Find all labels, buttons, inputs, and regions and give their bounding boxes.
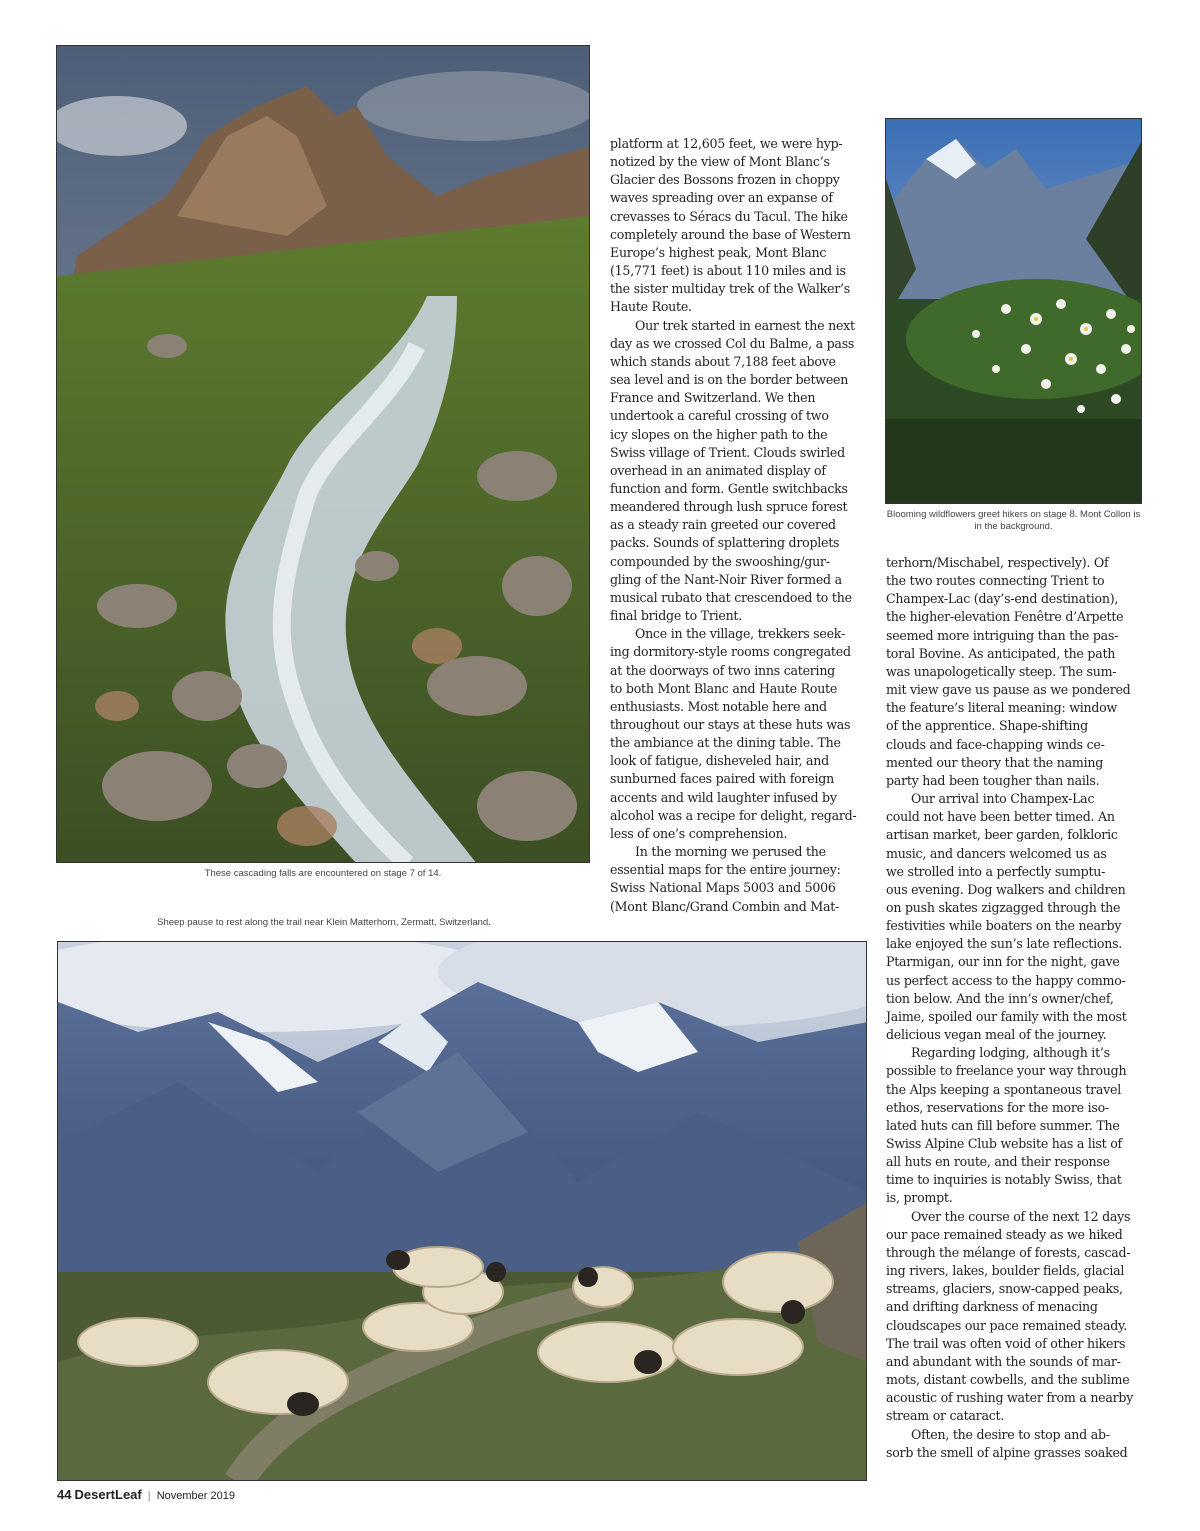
text-line: of the apprentice. Shape-shifting <box>886 718 1088 734</box>
sheep-photo <box>57 941 867 1481</box>
text-line: as a steady rain greeted our covered <box>610 517 836 533</box>
text-line: Regarding lodging, although it’s <box>911 1045 1110 1061</box>
text-line: at the doorways of two inns catering <box>610 662 835 678</box>
paragraph <box>886 1426 1148 1462</box>
text-line: Often, the desire to stop and ab- <box>911 1426 1110 1442</box>
text-line: music, and dancers welcomed us as <box>886 845 1107 861</box>
text-line: ing dormitory-style rooms congregated <box>610 644 851 660</box>
text-line: our pace remained steady as we hiked <box>886 1226 1123 1242</box>
text-line: which stands about 7,188 feet above <box>610 353 836 369</box>
text-line: could not have been better timed. An <box>886 809 1115 825</box>
text-line: toral Bovine. As anticipated, the path <box>886 645 1116 661</box>
page-footer <box>57 1487 235 1502</box>
text-line: look of fatigue, disheveled hair, and <box>610 753 829 769</box>
text-line: festivities while boaters on the nearby <box>886 918 1122 934</box>
text-line: ous evening. Dog walkers and children <box>886 881 1126 897</box>
text-line: alcohol was a recipe for delight, regard- <box>610 807 857 823</box>
text-line: mented our theory that the naming <box>886 754 1104 770</box>
text-line: all huts en route, and their response <box>886 1154 1110 1170</box>
text-line: compounded by the swooshing/gur- <box>610 553 830 569</box>
text-line: to both Mont Blanc and Haute Route <box>610 680 838 696</box>
text-line: the Alps keeping a spontaneous travel <box>886 1081 1122 1097</box>
waterfall-photo <box>56 45 590 863</box>
paragraph <box>610 625 872 843</box>
sheep-caption: Sheep pause to rest along the trail near Klein Matterhorn, Zermatt, Switzerland. <box>157 917 491 928</box>
text-line: Swiss National Maps 5003 and 5006 <box>610 880 836 896</box>
text-line: platform at 12,605 feet, we were hyp- <box>610 136 843 151</box>
text-line: clouds and face-chapping winds ce- <box>886 736 1105 752</box>
text-line: meandered through lush spruce forest <box>610 499 848 515</box>
text-line: crevasses to Séracs du Tacul. The hike <box>610 208 848 224</box>
text-line: sea level and is on the border between <box>610 372 849 388</box>
waterfall-caption: These cascading falls are encountered on stage 7 of 14. <box>204 868 442 879</box>
text-line: gling of the Nant-Noir River formed a <box>610 571 842 587</box>
issue-date: November 2019 <box>156 1490 235 1502</box>
text-line: mots, distant cowbells, and the sublime <box>886 1372 1130 1388</box>
text-line: tion below. And the inn’s owner/chef, <box>886 990 1114 1006</box>
text-line: Ptarmigan, our inn for the night, gave <box>886 954 1120 970</box>
paragraph <box>886 554 1148 790</box>
text-line: undertook a careful crossing of two <box>610 408 829 424</box>
text-line: the sister multiday trek of the Walker’s <box>610 281 850 297</box>
text-line: through the mélange of forests, cascad- <box>886 1244 1131 1260</box>
text-line: lated huts can fill before summer. The <box>886 1117 1120 1133</box>
text-line: stream or cataract. <box>886 1408 1005 1424</box>
text-line: artisan market, beer garden, folkloric <box>886 827 1118 843</box>
text-line: the ambiance at the dining table. The <box>610 735 841 751</box>
text-line: acoustic of rushing water from a nearby <box>886 1390 1134 1406</box>
wildflowers-photo <box>885 118 1142 504</box>
text-line: time to inquiries is notably Swiss, that <box>886 1172 1122 1188</box>
wildflowers-caption: Blooming wildflowers greet hikers on stage 8. Mont Collon is in the background. <box>886 509 1141 532</box>
article-column-middle <box>610 135 872 916</box>
publication-name: DesertLeaf <box>74 1487 142 1502</box>
text-line: (15,771 feet) is about 110 miles and is <box>610 263 846 279</box>
paragraph <box>610 135 872 317</box>
text-line: Our arrival into Champex-Lac <box>911 791 1095 807</box>
text-line: ethos, reservations for the more iso- <box>886 1099 1109 1115</box>
paragraph <box>610 843 872 916</box>
page-number: 44 <box>57 1487 72 1502</box>
text-line: the feature’s literal meaning: window <box>886 700 1118 716</box>
text-line: we strolled into a perfectly sumptu- <box>886 863 1106 879</box>
text-line: and abundant with the sounds of mar- <box>886 1353 1121 1369</box>
text-line: seemed more intriguing than the pas- <box>886 627 1119 643</box>
text-line: final bridge to Trient. <box>610 608 743 624</box>
text-line: packs. Sounds of splattering droplets <box>610 535 840 551</box>
text-line: and drifting darkness of menacing <box>886 1299 1098 1315</box>
text-line: cloudscapes our pace remained steady. <box>886 1317 1127 1333</box>
text-line: musical rubato that crescendoed to the <box>610 589 852 605</box>
text-line: Glacier des Bossons frozen in choppy <box>610 172 840 188</box>
text-line: sunburned faces paired with foreign <box>610 771 834 787</box>
text-line: The trail was often void of other hikers <box>886 1335 1126 1351</box>
text-line: France and Switzerland. We then <box>610 390 816 406</box>
text-line: on push skates zigzagged through the <box>886 899 1121 915</box>
text-line: day as we crossed Col du Balme, a pass <box>610 335 855 351</box>
text-line: function and form. Gentle switchbacks <box>610 480 848 496</box>
text-line: party had been tougher than nails. <box>886 772 1100 788</box>
text-line: less of one’s comprehension. <box>610 825 788 841</box>
text-line: icy slopes on the higher path to the <box>610 426 828 442</box>
text-line: (Mont Blanc/Grand Combin and Mat- <box>610 898 840 914</box>
text-line: mit view gave us pause as we pondered <box>886 682 1131 698</box>
text-line: the two routes connecting Trient to <box>886 573 1105 589</box>
text-line: ing rivers, lakes, boulder fields, glacial <box>886 1263 1125 1279</box>
text-line: lake enjoyed the sun’s late reflections. <box>886 936 1123 952</box>
text-line: Our trek started in earnest the next <box>635 317 855 333</box>
text-line: Swiss Alpine Club website has a list of <box>886 1136 1122 1151</box>
text-line: notized by the view of Mont Blanc’s <box>610 154 830 170</box>
text-line: terhorn/Mischabel, respectively). Of <box>886 555 1109 570</box>
text-line: Jaime, spoiled our family with the most <box>886 1008 1127 1024</box>
text-line: essential maps for the entire journey: <box>610 862 841 878</box>
text-line: completely around the base of Western <box>610 226 851 242</box>
text-line: In the morning we perused the <box>635 844 826 860</box>
paragraph <box>886 790 1148 1044</box>
text-line: delicious vegan meal of the journey. <box>886 1027 1107 1043</box>
text-line: Over the course of the next 12 days <box>911 1208 1131 1224</box>
paragraph <box>610 317 872 626</box>
paragraph <box>886 1208 1148 1426</box>
text-line: Once in the village, trekkers seek- <box>635 626 845 642</box>
text-line: Europe’s highest peak, Mont Blanc <box>610 244 827 260</box>
paragraph <box>886 1044 1148 1207</box>
text-line: the higher-elevation Fenêtre d’Arpette <box>886 609 1124 625</box>
article-column-right <box>886 554 1148 1462</box>
text-line: enthusiasts. Most notable here and <box>610 698 827 714</box>
text-line: Swiss village of Trient. Clouds swirled <box>610 444 845 460</box>
text-line: waves spreading over an expanse of <box>610 190 833 206</box>
text-line: us perfect access to the happy commo- <box>886 972 1126 988</box>
text-line: was unapologetically steep. The sum- <box>886 663 1117 679</box>
text-line: is, prompt. <box>886 1190 953 1206</box>
text-line: streams, glaciers, snow-capped peaks, <box>886 1281 1123 1297</box>
text-line: Haute Route. <box>610 299 692 315</box>
text-line: Champex-Lac (day’s-end destination), <box>886 591 1119 607</box>
text-line: throughout our stays at these huts was <box>610 717 851 732</box>
text-line: overhead in an animated display of <box>610 462 826 478</box>
text-line: possible to freelance your way through <box>886 1063 1127 1079</box>
text-line: accents and wild laughter infused by <box>610 789 837 805</box>
text-line: sorb the smell of alpine grasses soaked <box>886 1444 1128 1460</box>
footer-separator: | <box>147 1490 151 1502</box>
